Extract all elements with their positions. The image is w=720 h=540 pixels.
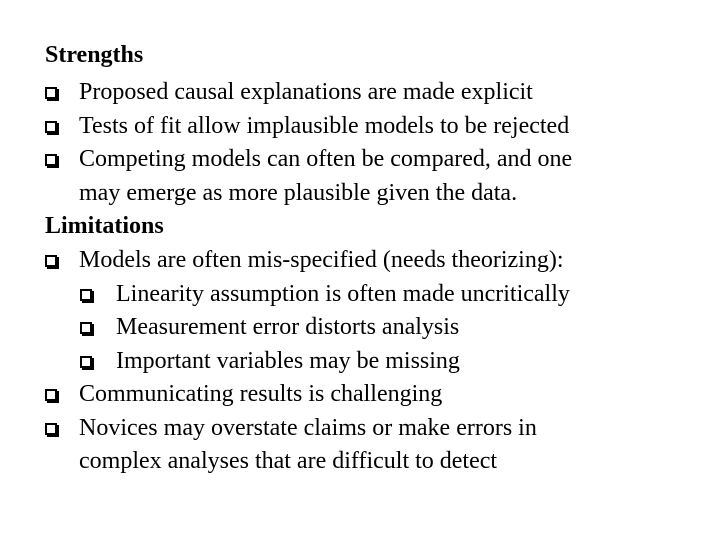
limitation-item-text: Models are often mis-specified (needs theorizing): xyxy=(79,247,564,273)
square-checkbox-icon xyxy=(80,322,92,334)
limitation-item xyxy=(45,378,442,412)
strength-item-text: Competing models can often be compared, and one xyxy=(79,146,573,172)
square-checkbox-icon xyxy=(45,154,57,166)
limitation-sub-item xyxy=(80,278,570,312)
strength-item-text: Proposed causal explanations are made explicit xyxy=(79,79,533,105)
limitation-item-text: Novices may overstate claims or make errors in xyxy=(79,414,537,441)
strength-item xyxy=(45,143,572,210)
limitation-sub-item-text: Linearity assumption is often made uncritically xyxy=(116,280,570,307)
limitation-item xyxy=(45,244,564,278)
strengths-heading: Strengths xyxy=(45,42,144,68)
limitation-sub-item xyxy=(80,311,459,345)
square-checkbox-icon xyxy=(80,356,92,368)
limitation-item xyxy=(45,412,537,479)
square-checkbox-icon xyxy=(45,389,57,401)
strength-item xyxy=(45,76,533,110)
square-checkbox-icon xyxy=(45,423,57,435)
limitation-item-text: Communicating results is challenging xyxy=(79,381,443,407)
square-checkbox-icon xyxy=(45,255,57,267)
strength-item-text-continued: may emerge as more plausible given the data. xyxy=(79,179,518,206)
strength-item-text: Tests of fit allow implausible models to be rejected xyxy=(79,112,570,139)
strength-item xyxy=(45,110,569,144)
limitation-item-text-continued: complex analyses that are difficult to detect xyxy=(79,448,498,474)
limitation-sub-item-text: Measurement error distorts analysis xyxy=(116,314,460,340)
limitations-heading: Limitations xyxy=(45,213,164,239)
square-checkbox-icon xyxy=(45,121,57,133)
limitation-sub-item-text: Important variables may be missing xyxy=(116,347,460,374)
square-checkbox-icon xyxy=(80,289,92,301)
limitation-sub-item xyxy=(80,345,460,379)
square-checkbox-icon xyxy=(45,87,57,99)
